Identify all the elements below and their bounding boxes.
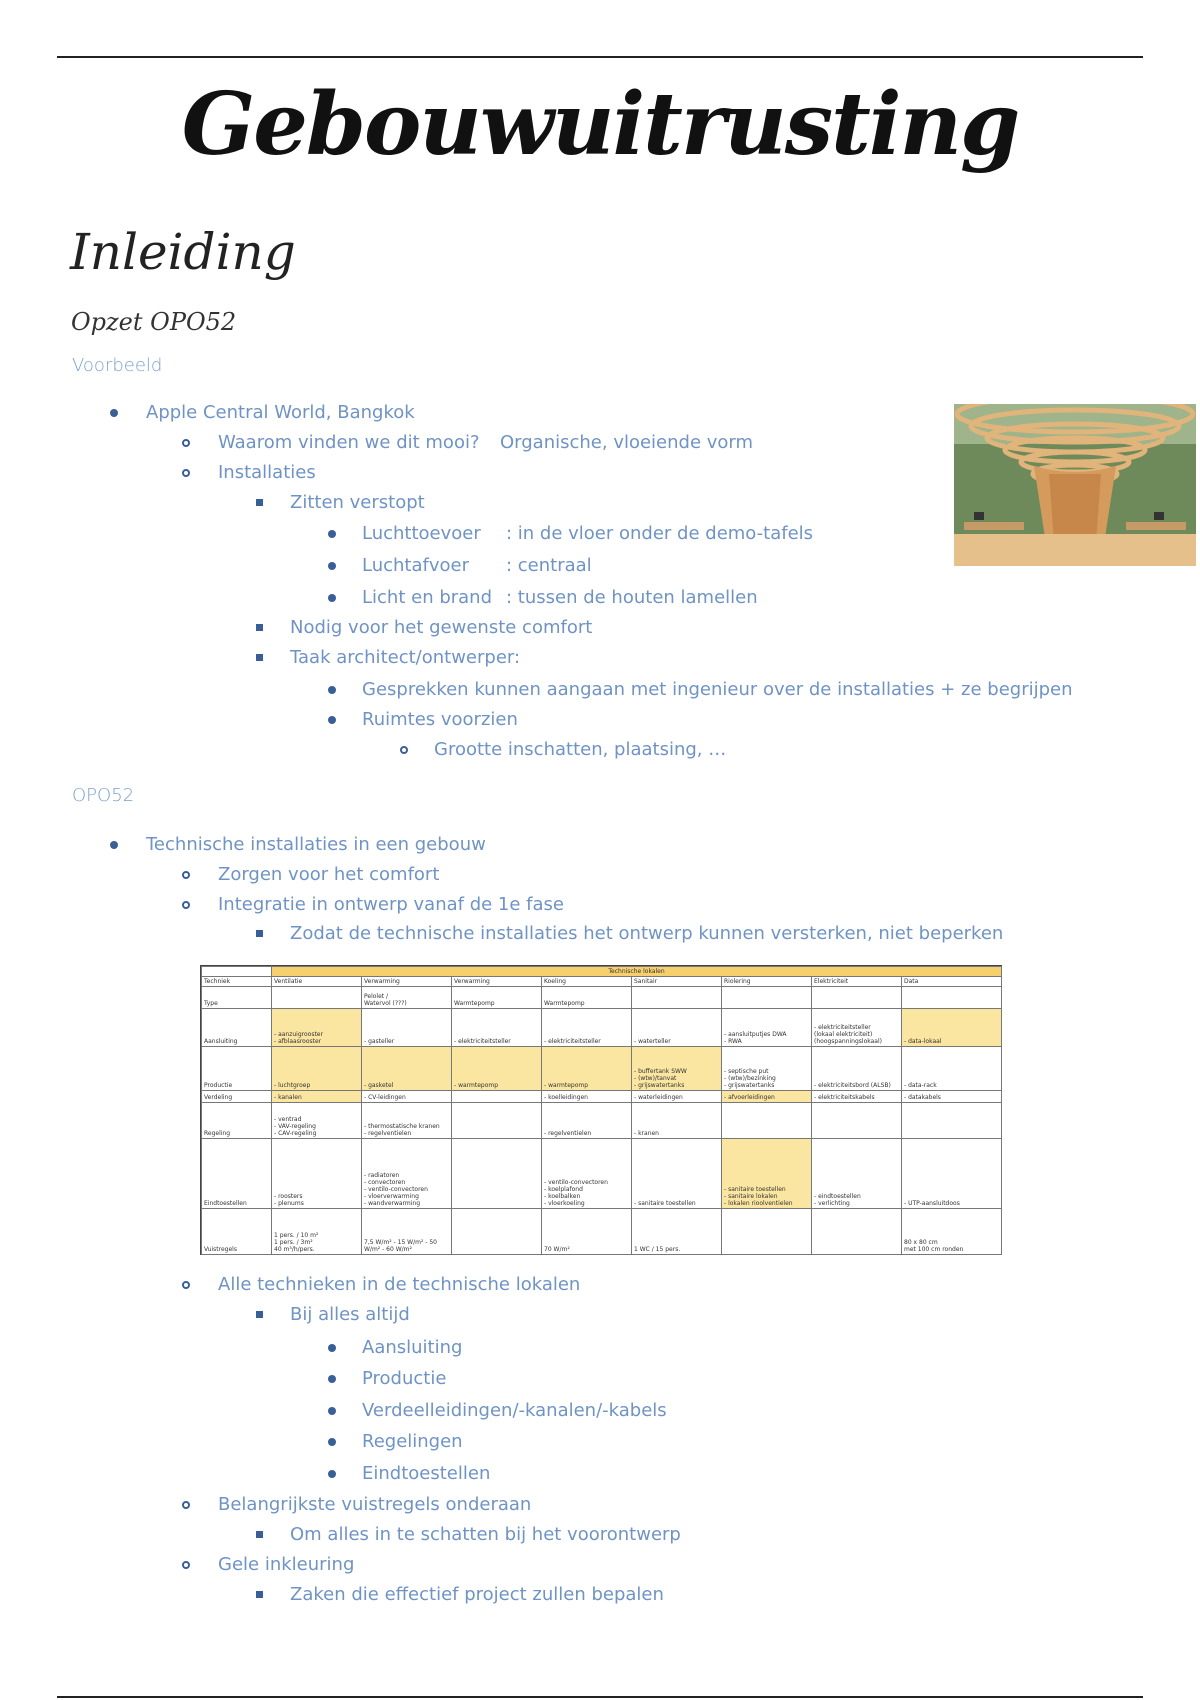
list-item: Gele inkleuring: [218, 1554, 355, 1575]
table-cell: - koelleidingen: [542, 1091, 632, 1103]
table-cell: 7,5 W/m² - 15 W/m² - 50 W/m² - 60 W/m²: [362, 1209, 452, 1255]
list-item: Gesprekken kunnen aangaan met ingenieur over de installaties + ze begrijpen: [362, 679, 1073, 700]
table-cell: 80 x 80 cm met 100 cm ronden: [902, 1209, 1002, 1255]
table-row-label: Productie: [202, 1047, 272, 1091]
table-row: [202, 987, 1002, 1009]
table-cell: - kanalen: [272, 1091, 362, 1103]
table-cell: [812, 987, 902, 1009]
list-item: Taak architect/ontwerper:: [290, 647, 521, 668]
list-item: Productie: [362, 1368, 447, 1389]
table-column-header: Elektriciteit: [812, 977, 902, 987]
list-item: Zodat de technische installaties het ontwerp kunnen versterken, niet beperken: [290, 923, 1004, 944]
table-cell: - CV-leidingen: [362, 1091, 452, 1103]
bullet-marker: [182, 1281, 190, 1289]
table-column-header: Koeling: [542, 977, 632, 987]
bullet-marker: [328, 594, 336, 602]
table-cell: [722, 987, 812, 1009]
list-item: Aansluiting: [362, 1337, 463, 1358]
table-row-label: Verdeling: [202, 1091, 272, 1103]
list-item: Zorgen voor het comfort: [218, 864, 440, 885]
bullet-marker: [328, 1375, 336, 1383]
table-cell: [452, 1209, 542, 1255]
bullet-marker: [328, 530, 336, 538]
bullet-marker: [256, 1311, 263, 1318]
subsection-heading: Opzet OPO52: [71, 308, 237, 336]
list-item: Zitten verstopt: [290, 492, 425, 513]
table-cell: - aansluitputjes DWA - RWA: [722, 1009, 812, 1047]
table-cell: [812, 1209, 902, 1255]
table-cell: 70 W/m²: [542, 1209, 632, 1255]
table-cell: [202, 967, 272, 977]
list-item: Integratie in ontwerp vanaf de 1e fase: [218, 894, 564, 915]
table-cell: - afvoerleidingen: [722, 1091, 812, 1103]
table-cell: Warmtepomp: [542, 987, 632, 1009]
table-cell: [272, 987, 362, 1009]
table-cell: - kranen: [632, 1103, 722, 1139]
table-cell: - ventilo-convectoren - koelplafond - koelbalken - vloerkoeling: [542, 1139, 632, 1209]
list-item: Luchttoevoer: [362, 523, 481, 544]
top-rule: [57, 56, 1143, 58]
table-cell: [902, 987, 1002, 1009]
bullet-marker: [256, 1531, 263, 1538]
page-title: Gebouwuitrusting: [181, 74, 1019, 175]
table-cell: - elektriciteitsteller: [452, 1009, 542, 1047]
table-cell: 1 WC / 15 pers.: [632, 1209, 722, 1255]
table-cell: - aanzuigrooster - afblaasrooster: [272, 1009, 362, 1047]
table-cell: - eindtoestellen - verlichting: [812, 1139, 902, 1209]
voorbeeld-label: Voorbeeld: [72, 355, 163, 376]
table-cell: - buffertank SWW - (wtw)/tanvat - grijswatertanks: [632, 1047, 722, 1091]
table-cell: - data-rack: [902, 1047, 1002, 1091]
table-cell: - waterteller: [632, 1009, 722, 1047]
list-item-note: : centraal: [506, 555, 592, 576]
table-row: [202, 1139, 1002, 1209]
bullet-marker: [400, 746, 408, 754]
list-item-note: : in de vloer onder de demo-tafels: [506, 523, 814, 544]
table-cell: [812, 1103, 902, 1139]
table-cell: - thermostatische kranen - regelventielen: [362, 1103, 452, 1139]
table-top-header: Technische lokalen: [272, 967, 1002, 977]
table-cell: [902, 1103, 1002, 1139]
bullet-marker: [328, 1470, 336, 1478]
bullet-marker: [328, 716, 336, 724]
table-column-header: Verwarming: [362, 977, 452, 987]
table-cell: - ventrad - VAV-regeling - CAV-regeling: [272, 1103, 362, 1139]
bullet-marker: [328, 1344, 336, 1352]
table-cell: - gasteller: [362, 1009, 452, 1047]
bullet-marker: [328, 686, 336, 694]
list-item: Zaken die effectief project zullen bepalen: [290, 1584, 664, 1605]
table-row: [202, 1209, 1002, 1255]
list-item: Bij alles altijd: [290, 1304, 410, 1325]
table-cell: - roosters - plenums: [272, 1139, 362, 1209]
bullet-marker: [182, 871, 190, 879]
list-item: Waarom vinden we dit mooi?: [218, 432, 480, 453]
table-cell: 1 pers. / 10 m² 1 pers. / 3m² 40 m³/h/pers.: [272, 1209, 362, 1255]
table-cell: - gasketel: [362, 1047, 452, 1091]
table-cell: [452, 1103, 542, 1139]
table-cell: - datakabels: [902, 1091, 1002, 1103]
table-cell: - sanitaire toestellen - sanitaire lokalen - lokalen rioolventielen: [722, 1139, 812, 1209]
list-item: Alle technieken in de technische lokalen: [218, 1274, 581, 1295]
table-cell: [452, 1091, 542, 1103]
list-item: Regelingen: [362, 1431, 463, 1452]
table-row: [202, 1103, 1002, 1139]
table-row-label: Type: [202, 987, 272, 1009]
table-row-label: Aansluiting: [202, 1009, 272, 1047]
table-cell: - warmtepomp: [542, 1047, 632, 1091]
bullet-marker: [256, 624, 263, 631]
bullet-marker: [256, 1591, 263, 1598]
list-item: Installaties: [218, 462, 316, 483]
table-row-label: Regeling: [202, 1103, 272, 1139]
apple-store-photo: [954, 404, 1196, 566]
table-cell: - luchtgroep: [272, 1047, 362, 1091]
list-item: Belangrijkste vuistregels onderaan: [218, 1494, 532, 1515]
table-cell: Pelolet / Watervol (???): [362, 987, 452, 1009]
table-cell: [632, 987, 722, 1009]
table-cell: - radiatoren - convectoren - ventilo-convectoren - vloerverwarming - wandverwarming: [362, 1139, 452, 1209]
list-item: Verdeelleidingen/-kanalen/-kabels: [362, 1400, 667, 1421]
bullet-marker: [182, 901, 190, 909]
bullet-marker: [256, 499, 263, 506]
table-column-header: Data: [902, 977, 1002, 987]
bullet-marker: [182, 1561, 190, 1569]
bullet-marker: [110, 409, 118, 417]
list-item-note: : tussen de houten lamellen: [506, 587, 758, 608]
table-row: [202, 1091, 1002, 1103]
table-column-header: Ventilatie: [272, 977, 362, 987]
bullet-marker: [182, 439, 190, 447]
technical-rooms-table: [200, 965, 1002, 1255]
table-cell: - data-lokaal: [902, 1009, 1002, 1047]
table-cell: Warmtepomp: [452, 987, 542, 1009]
table-cell: - elektriciteitskabels: [812, 1091, 902, 1103]
table-column-header: Techniek: [202, 977, 272, 987]
table-row: [202, 1009, 1002, 1047]
table-cell: [722, 1209, 812, 1255]
table-cell: - warmtepomp: [452, 1047, 542, 1091]
bottom-rule: [57, 1696, 1143, 1698]
list-item: Luchtafvoer: [362, 555, 469, 576]
section-heading: Inleiding: [70, 223, 296, 281]
bullet-marker: [110, 841, 118, 849]
table-row-label: Vuistregels: [202, 1209, 272, 1255]
table-column-header: Sanitair: [632, 977, 722, 987]
bullet-marker: [256, 930, 263, 937]
bullet-marker: [182, 1501, 190, 1509]
table-column-header: Riolering: [722, 977, 812, 987]
list-item: Nodig voor het gewenste comfort: [290, 617, 593, 638]
list-item: Om alles in te schatten bij het voorontwerp: [290, 1524, 681, 1545]
table-cell: - regelventielen: [542, 1103, 632, 1139]
bullet-marker: [182, 469, 190, 477]
tech-table: [201, 966, 1002, 1255]
table-cell: - UTP-aansluitdoos: [902, 1139, 1002, 1209]
list-item-note: Organische, vloeiende vorm: [500, 432, 754, 453]
apple-store-image: [954, 404, 1196, 566]
table-cell: - elektriciteitsteller (lokaal elektriciteit) (hoogspanningslokaal): [812, 1009, 902, 1047]
table-row-label: Eindtoestellen: [202, 1139, 272, 1209]
list-item: Technische installaties in een gebouw: [146, 834, 486, 855]
list-item: Eindtoestellen: [362, 1463, 491, 1484]
table-cell: - elektriciteitsbord (ALSB): [812, 1047, 902, 1091]
bullet-marker: [328, 1438, 336, 1446]
list-item: Licht en brand: [362, 587, 493, 608]
bullet-marker: [328, 1407, 336, 1415]
table-cell: - elektriciteitsteller: [542, 1009, 632, 1047]
table-cell: - septische put - (wtw)/bezinking - grijswatertanks: [722, 1047, 812, 1091]
table-column-header: Verwarming: [452, 977, 542, 987]
table-cell: - waterleidingen: [632, 1091, 722, 1103]
opo52-label: OPO52: [72, 785, 135, 806]
table-cell: [452, 1139, 542, 1209]
table-cell: [722, 1103, 812, 1139]
table-cell: - sanitaire toestellen: [632, 1139, 722, 1209]
list-item: Apple Central World, Bangkok: [146, 402, 415, 423]
table-row: [202, 1047, 1002, 1091]
list-item: Ruimtes voorzien: [362, 709, 518, 730]
bullet-marker: [256, 654, 263, 661]
bullet-marker: [328, 562, 336, 570]
list-item: Grootte inschatten, plaatsing, …: [434, 739, 727, 760]
